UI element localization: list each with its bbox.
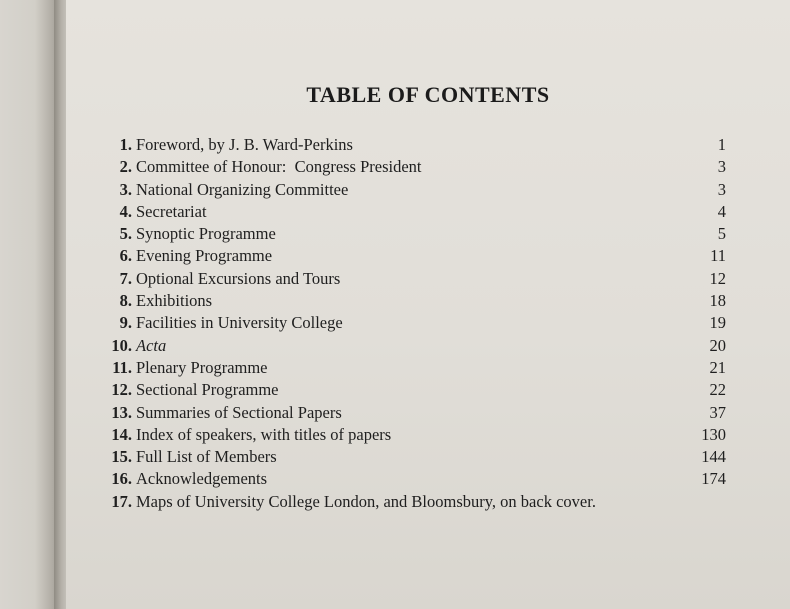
toc-entry-page: 20: [709, 335, 726, 355]
toc-entry-label: Synoptic Programme: [136, 224, 276, 244]
toc-entry-number: 7.: [119, 268, 132, 288]
toc-entry-number: 1.: [119, 135, 132, 154]
toc-entry-number: 16.: [111, 469, 132, 489]
toc-entry: [102, 335, 726, 357]
toc-entry-number: 10.: [111, 335, 132, 355]
toc-entry: [102, 424, 726, 446]
toc-entry-page: 3: [717, 179, 726, 199]
toc-list: [102, 134, 726, 513]
toc-entry: [102, 468, 726, 490]
toc-entry-number: 6.: [119, 246, 132, 266]
toc-entry: [102, 223, 726, 245]
toc-entry-page: 37: [709, 402, 726, 422]
toc-entry-number: 4.: [119, 201, 132, 221]
toc-entry-label: Maps of University College London, and Bloomsbury, on back cover.: [136, 491, 596, 511]
toc-entry-page: 1: [717, 135, 726, 154]
toc-entry-label: Facilities in University College: [136, 313, 343, 333]
toc-entry-number: 11.: [112, 357, 132, 377]
toc-entry-page: 144: [701, 447, 726, 467]
toc-entry: [102, 312, 726, 334]
toc-entry: [102, 156, 726, 178]
toc-entry-label: Sectional Programme: [136, 380, 279, 400]
toc-entry-label: Index of speakers, with titles of papers: [136, 424, 392, 444]
toc-entry-label: Summaries of Sectional Papers: [136, 402, 342, 422]
book-page: [66, 0, 790, 609]
toc-entry-page: 11: [710, 246, 726, 266]
toc-entry-page: 21: [709, 357, 726, 377]
toc-entry: [102, 402, 726, 424]
toc-entry-label: Secretariat: [136, 201, 207, 221]
toc-entry-label: Acknowledgements: [136, 469, 268, 489]
toc-entry-label: National Organizing Committee: [136, 179, 349, 199]
toc-entry: [102, 134, 726, 156]
toc-entry-number: 2.: [119, 157, 132, 177]
toc-entry-number: 13.: [111, 402, 132, 422]
toc-entry-label: Evening Programme: [136, 246, 273, 266]
toc-entry-label: Plenary Programme: [136, 357, 268, 377]
toc-entry: [102, 179, 726, 201]
toc-entry: [102, 491, 726, 513]
toc-entry-number: 14.: [111, 424, 132, 444]
toc-entry-label: Acta: [136, 335, 167, 355]
toc-entry-label: Full List of Members: [136, 447, 277, 467]
toc-entry: [102, 245, 726, 267]
left-page-edge: [0, 0, 58, 609]
toc-entry-page: 22: [709, 380, 726, 400]
toc-entry: [102, 268, 726, 290]
toc-entry: [102, 357, 726, 379]
page-title: TABLE OF CONTENTS: [306, 82, 550, 107]
toc-entry-page: 174: [701, 469, 726, 489]
toc-entry-number: 9.: [119, 313, 132, 333]
toc-entry-page: 12: [709, 268, 726, 288]
toc-entry-number: 8.: [119, 291, 132, 311]
toc-entry-label: Foreword, by J. B. Ward-Perkins: [136, 135, 353, 154]
toc-entry: [102, 446, 726, 468]
toc-entry-label: Optional Excursions and Tours: [136, 268, 341, 288]
toc-entry-page: 18: [709, 291, 726, 311]
toc-entry-page: 4: [717, 201, 726, 221]
toc-entry: [102, 379, 726, 401]
toc-entry-page: 3: [717, 157, 726, 177]
toc-entry-number: 12.: [111, 380, 132, 400]
toc-entry-number: 15.: [111, 447, 132, 467]
toc-entry-page: 19: [709, 313, 726, 333]
toc-entry: [102, 290, 726, 312]
toc-entry-number: 5.: [119, 224, 132, 244]
toc-entry: [102, 201, 726, 223]
toc-entry-label: Committee of Honour: Congress President: [136, 157, 422, 177]
toc-entry-page: 130: [701, 424, 726, 444]
toc-entry-number: 17.: [111, 491, 132, 511]
toc-entry-page: 5: [717, 224, 726, 244]
toc-entry-number: 3.: [119, 179, 132, 199]
toc-entry-label: Exhibitions: [136, 291, 213, 311]
